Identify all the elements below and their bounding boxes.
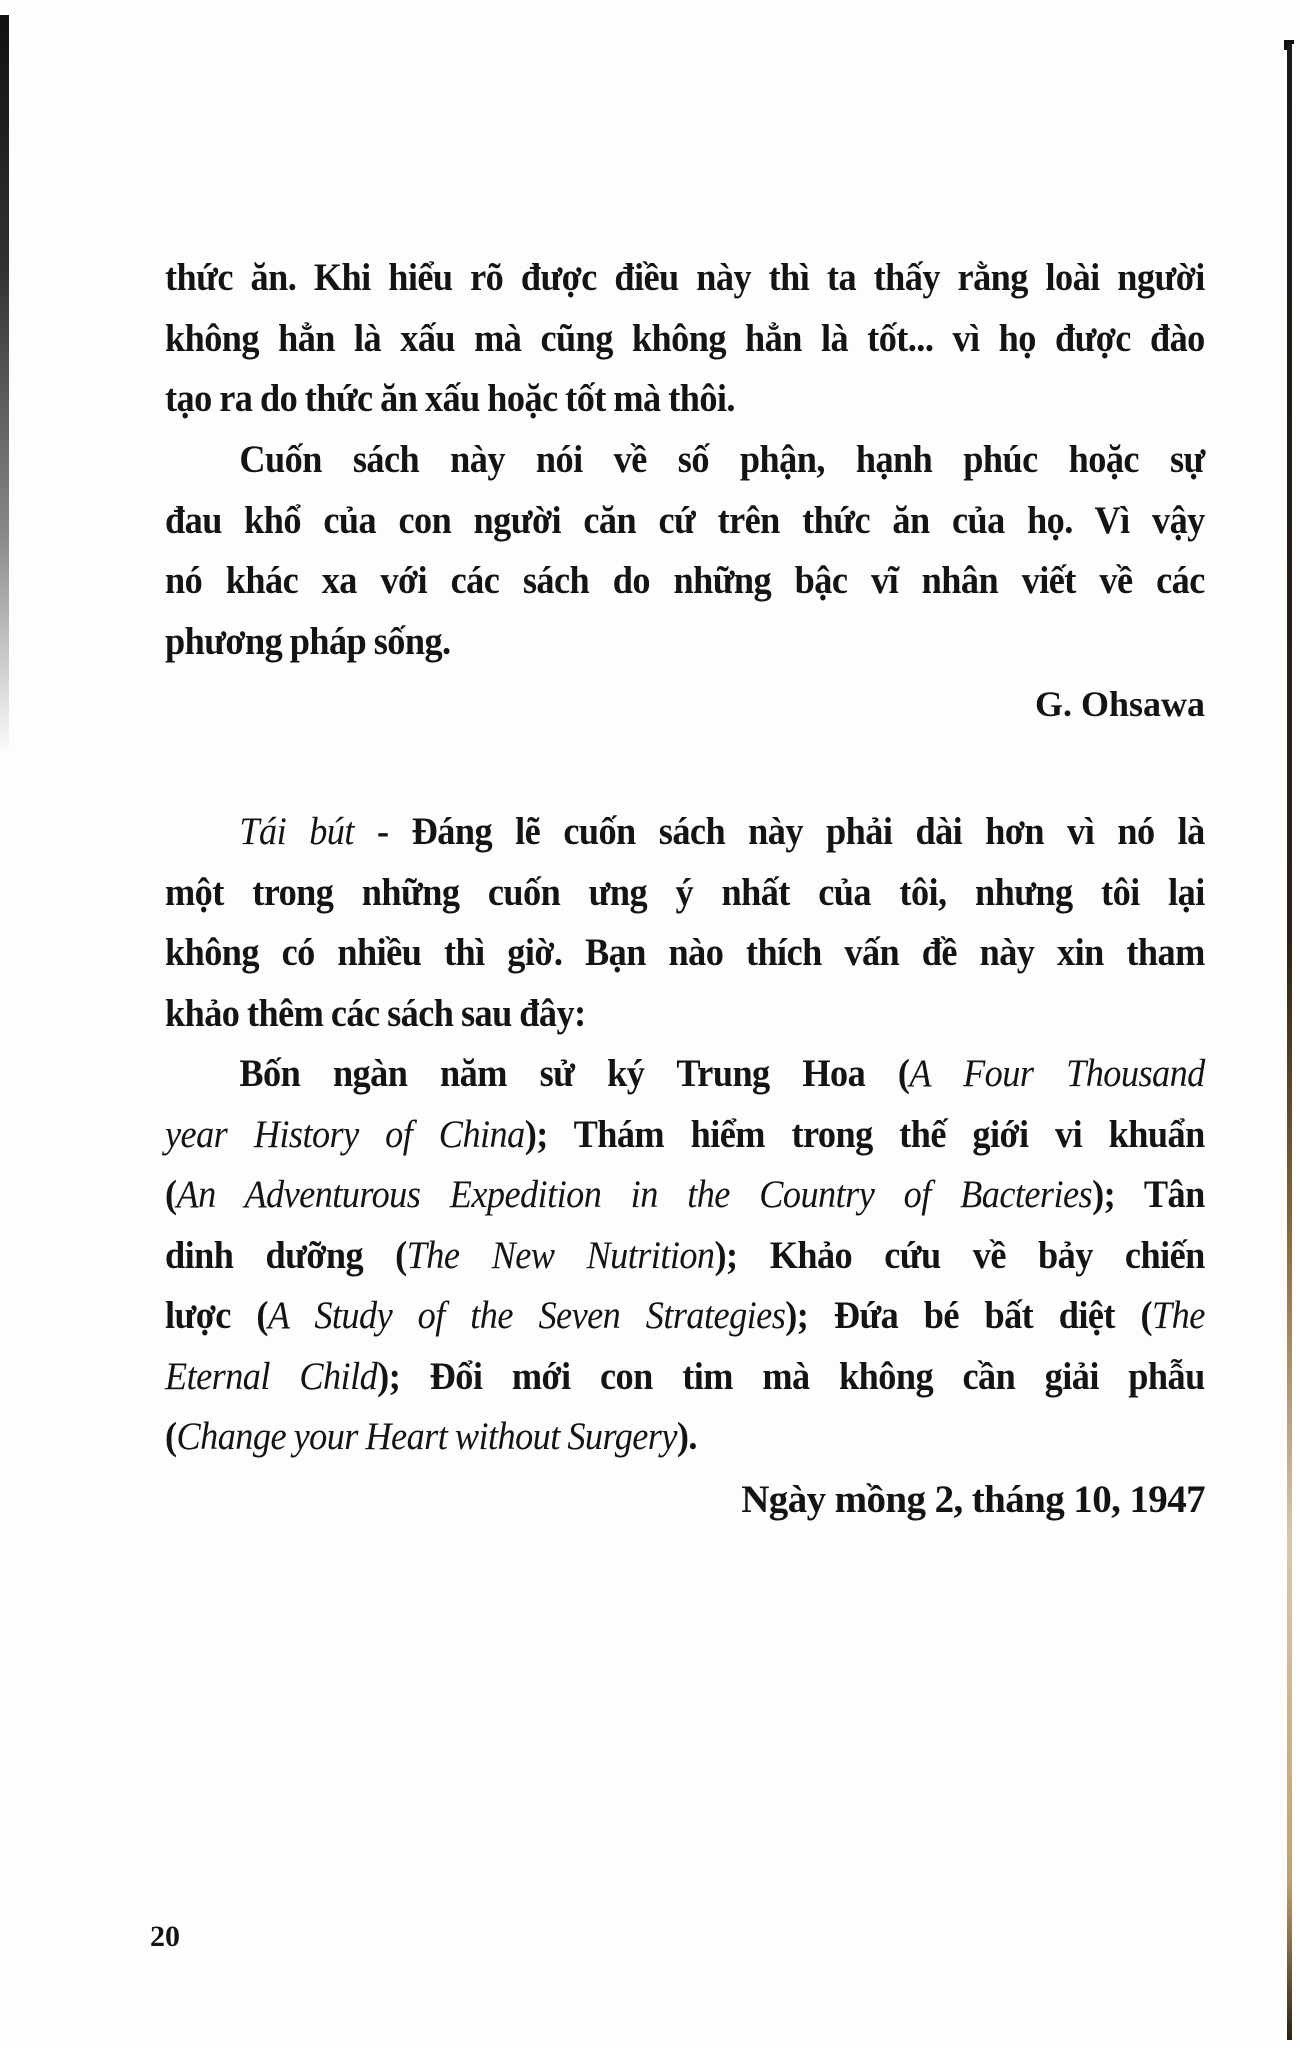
- text-line: nó khác xa với các sách do những bậc vĩ nhân viết về các: [165, 559, 1205, 602]
- postscript-paragraph: [165, 802, 1205, 1044]
- text-line: đau khổ của con người căn cứ trên thức ăn của họ. Vì vậy: [165, 498, 1205, 542]
- text-line: không hẳn là xấu mà cũng không hẳn là tốt... vì họ được đào: [165, 316, 1205, 360]
- book-title: The: [1152, 1294, 1205, 1337]
- text-span: ); Đổi mới con tim mà không cần giải phẫu: [377, 1354, 1205, 1398]
- date-line: Ngày mồng 2, tháng 10, 1947: [741, 1478, 1205, 1521]
- text-line: thức ăn. Khi hiểu rõ được điều này thì ta thấy rằng loài người: [165, 256, 1205, 299]
- book-title: A Study of the Seven Strategies: [267, 1294, 786, 1337]
- text-span: (: [165, 1415, 177, 1458]
- text-line: [165, 1165, 1205, 1226]
- text-span: ); Đứa bé bất diệt (: [785, 1294, 1153, 1337]
- book-title: Change your Heart without Surgery: [176, 1415, 677, 1458]
- paragraph-continuation: [165, 248, 1205, 430]
- text-span: ); Tân: [1092, 1173, 1205, 1216]
- text-line: [165, 1226, 1205, 1287]
- text-line: [165, 1286, 1205, 1347]
- text-line: khảo thêm các sách sau đây:: [165, 991, 586, 1035]
- text-line: [165, 802, 1205, 863]
- text-span: lược (: [165, 1294, 268, 1337]
- text-span: (: [165, 1173, 177, 1216]
- text-line: Cuốn sách này nói về số phận, hạnh phúc hoặc sự: [239, 438, 1205, 481]
- page-left-edge-shadow: [0, 15, 9, 755]
- book-title: The New Nutrition: [406, 1233, 715, 1277]
- text-span: ); Thám hiểm trong thế giới vi khuẩn: [524, 1112, 1205, 1156]
- text-span: ); Khảo cứu về bảy chiến: [714, 1233, 1205, 1277]
- paragraph-book-purpose: [165, 430, 1205, 672]
- text-span: Bốn ngàn năm sử ký Trung Hoa (: [239, 1052, 910, 1095]
- text-line: một trong những cuốn ưng ý nhất của tôi, nhưng tôi lại: [165, 870, 1205, 914]
- text-span: ).: [676, 1415, 697, 1458]
- text-line: không có nhiều thì giờ. Bạn nào thích vấn đề này xin tham: [165, 931, 1205, 974]
- book-title: year History of China: [165, 1112, 525, 1156]
- book-title: Eternal Child: [165, 1354, 378, 1398]
- text-line: [165, 1044, 1205, 1105]
- text-line: phương pháp sống.: [165, 619, 451, 663]
- page-right-edge: [1287, 44, 1292, 2040]
- text-line: [165, 1407, 1205, 1468]
- book-title: An Adventurous Expedition in the Country of Bacteries: [176, 1173, 1093, 1216]
- text-line: [165, 1347, 1205, 1408]
- author-signature: G. Ohsawa: [1034, 684, 1205, 724]
- page-number: 20: [150, 1920, 180, 1953]
- text-span: dinh dưỡng (: [165, 1233, 407, 1277]
- text-span: Đáng lẽ cuốn sách này phải dài hơn vì nó là: [411, 810, 1205, 853]
- book-list-paragraph: [165, 1044, 1205, 1468]
- book-title: A Four Thousand: [909, 1052, 1205, 1095]
- text-line: [165, 1105, 1205, 1166]
- separator: -: [353, 810, 412, 853]
- page-right-edge-corner: [1284, 40, 1294, 50]
- postscript-label: Tái bút: [239, 810, 354, 853]
- text-line: tạo ra do thức ăn xấu hoặc tốt mà thôi.: [165, 377, 735, 420]
